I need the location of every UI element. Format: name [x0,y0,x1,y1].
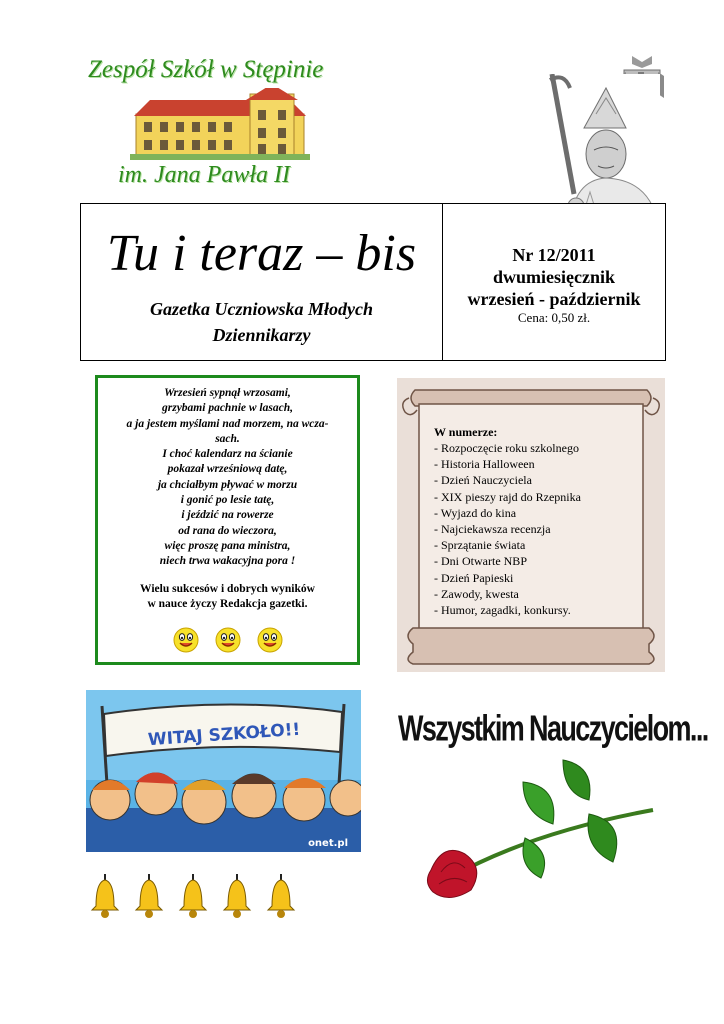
poem-line: ja chciałbym pływać w morzu [157,478,298,491]
welcome-banner-text: WITAJ SZKOŁO!! [147,719,301,751]
poem-line: pokazał wrześniową datę, [167,463,288,476]
contents-item: - Rozpoczęcie roku szkolnego [434,441,579,455]
wish-line: Wielu sukcesów i dobrych wyników [140,582,315,595]
poem-line: od rana do wieczora, [178,524,277,537]
table-of-contents [434,424,634,618]
poem-line: I choć kalendarz na ścianie [162,448,293,461]
contents-item: - Historia Halloween [434,457,535,472]
masthead-table [80,203,666,361]
masthead-title-cell [81,204,443,360]
pope-portrait-image [540,74,660,224]
bell-icon [132,872,166,920]
contents-item: - Humor, zagadki, konkursy. [434,603,571,618]
issue-months: wrzesień - październik [467,289,641,309]
poem-line: więc proszę pana ministra, [164,539,291,552]
bells-row [88,872,308,922]
bell-icon [264,872,298,920]
smileys-row [104,626,351,654]
bell-icon [176,872,210,920]
newspaper-title: Tu i teraz – bis [106,225,417,282]
newspaper-subtitle-line2: Dziennikarzy [212,325,311,345]
poem-line: niech trwa wakacyjna pora ! [159,555,296,568]
contents-item: - Najciekawsza recenzja [434,522,551,537]
contents-item: - Dni Otwarte NBP [434,554,527,569]
school-patron: im. Jana Pawła II [118,162,290,188]
contents-item: - Dzień Nauczyciela [434,473,532,488]
rose-image [413,752,665,908]
welcome-school-cartoon-image [86,690,361,852]
poem-box [95,375,360,665]
watermark-text: onet.pl [308,838,348,849]
contents-item: - Zawody, kwesta [434,586,519,601]
poem-line: sach. [215,432,240,445]
wish-line: w nauce życzy Redakcja gazetki. [147,597,308,610]
issue-price: Cena: 0,50 zł. [517,310,591,325]
bell-icon [88,872,122,920]
contents-item: - Dzień Papieski [434,570,514,585]
poem-line: grzybami pachnie w lasach, [162,402,293,415]
school-name: Zespół Szkół w Stępinie [88,56,324,83]
masthead-issue-cell [443,204,665,360]
contents-heading: W numerze: [434,425,498,439]
bell-icon [220,872,254,920]
issue-frequency: dwumiesięcznik [492,267,615,287]
poem-wishes [104,582,351,613]
newspaper-subtitle-line1: Gazetka Uczniowska Młodych [149,299,373,319]
smiley-icon [214,626,242,654]
poem-line: i jeździć na rowerze [181,509,274,522]
school-building-image [130,88,310,160]
poem-line: a ja jestem myślami nad morzem, na wcza- [126,417,329,430]
contents-item: - XIX pieszy rajd do Rzepnika [434,489,581,504]
poem-line: Wrzesień sypnął wrzosami, [164,387,291,399]
issue-number: Nr 12/2011 [512,245,596,265]
contents-item: - Wyjazd do kina [434,505,517,520]
smiley-icon [172,626,200,654]
school-header [80,44,370,204]
smiley-icon [256,626,284,654]
poem-line: i gonić po lesie tatę, [180,494,275,507]
contents-item: - Sprzątanie świata [434,538,526,553]
teachers-greeting-heading: Wszystkim Nauczycielom... [398,708,708,749]
